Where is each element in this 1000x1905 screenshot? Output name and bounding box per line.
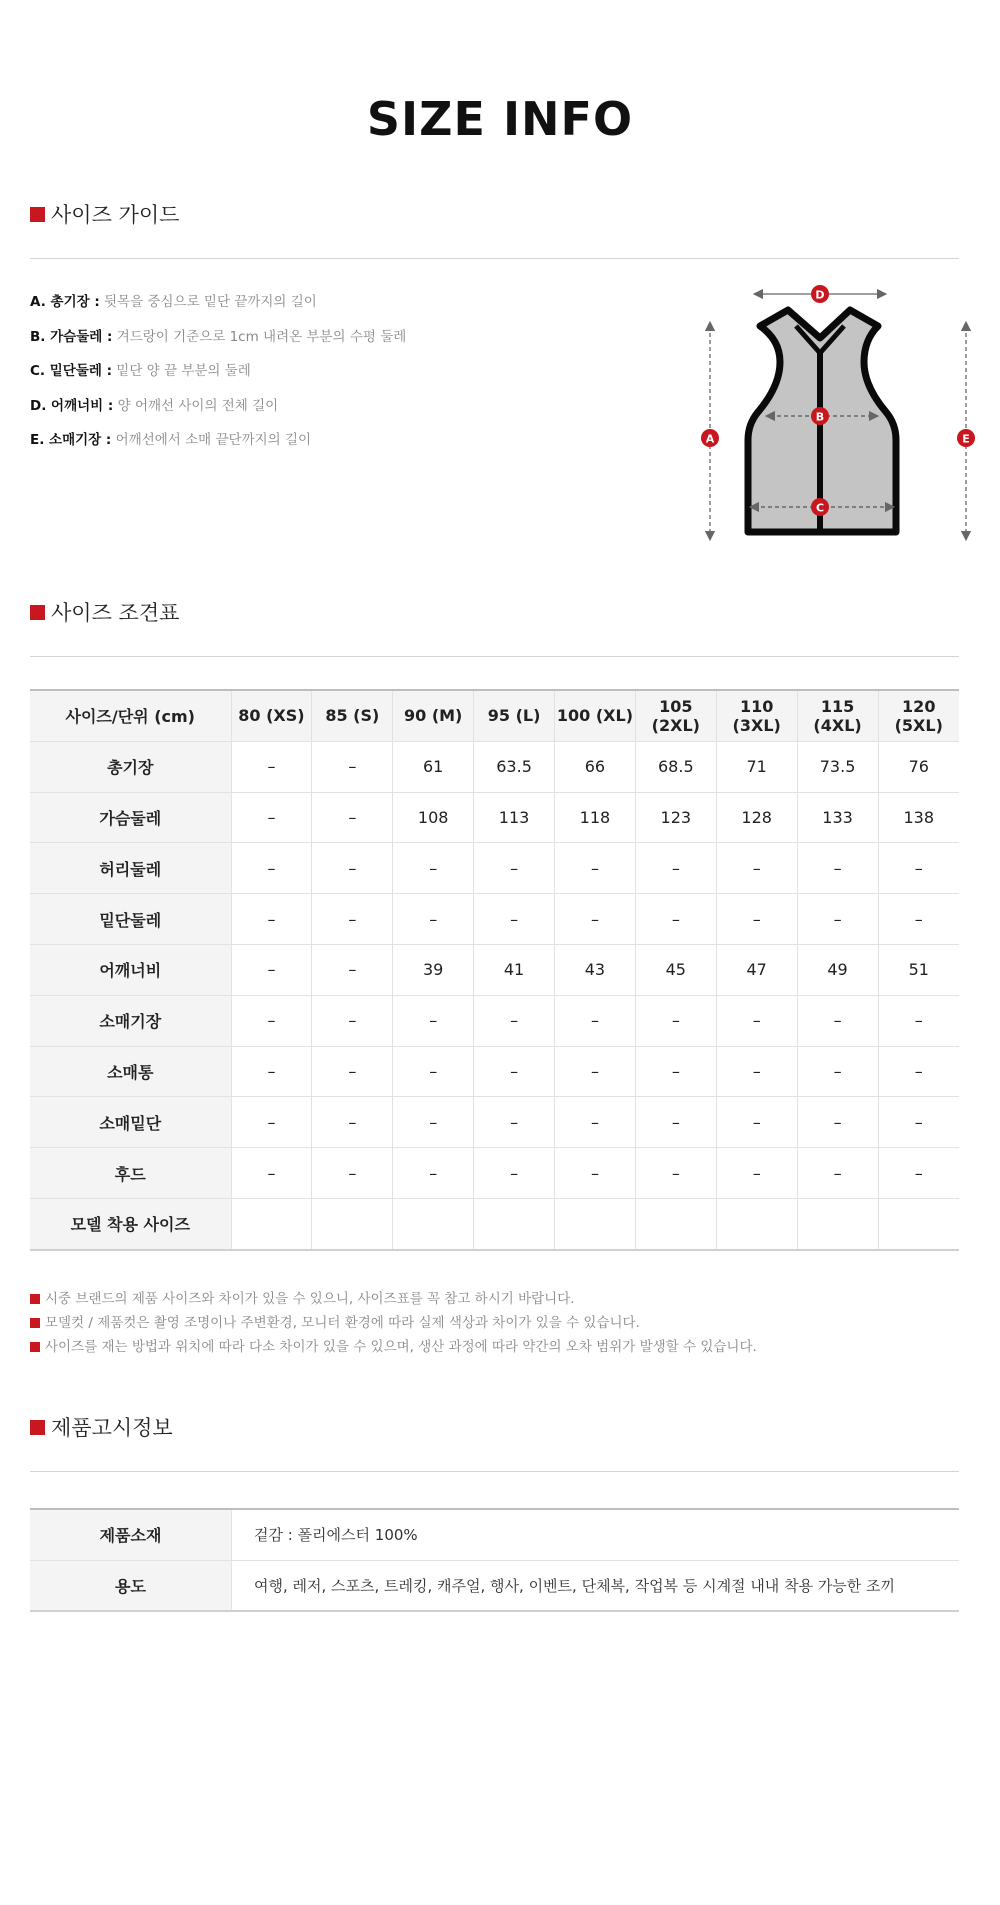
- size-column-header: 90 (M): [393, 690, 474, 741]
- size-cell: –: [312, 741, 393, 792]
- guide-item-key: D. 어깨너비 :: [30, 397, 114, 414]
- size-cell: [474, 1198, 555, 1249]
- size-column-header: 115 (4XL): [797, 690, 878, 741]
- guide-item-desc: 어깨선에서 소매 끝단까지의 길이: [115, 432, 312, 448]
- size-cell: –: [231, 894, 312, 945]
- note-item: [30, 1335, 757, 1359]
- size-cell: –: [716, 1097, 797, 1148]
- size-cell: –: [231, 741, 312, 792]
- size-row-label: 허리둘레: [30, 843, 231, 894]
- size-cell: –: [878, 843, 959, 894]
- red-square-icon: [30, 207, 45, 222]
- size-table-row: [30, 1097, 959, 1148]
- size-cell: 43: [555, 944, 636, 995]
- size-cell: –: [716, 843, 797, 894]
- size-cell: –: [716, 1046, 797, 1097]
- size-cell: –: [878, 995, 959, 1046]
- size-cell: –: [797, 894, 878, 945]
- size-cell: –: [716, 995, 797, 1046]
- size-cell: –: [878, 1148, 959, 1199]
- size-cell: [555, 1198, 636, 1249]
- size-row-label: 총기장: [30, 741, 231, 792]
- size-cell: –: [474, 894, 555, 945]
- section-heading-guide-label: 사이즈 가이드: [51, 203, 180, 227]
- marker-d: [811, 285, 829, 303]
- size-cell: [878, 1198, 959, 1249]
- size-cell: [716, 1198, 797, 1249]
- size-cell: –: [312, 1046, 393, 1097]
- size-cell: [393, 1198, 474, 1249]
- size-cell: 63.5: [474, 741, 555, 792]
- size-cell: –: [555, 1148, 636, 1199]
- size-table: [30, 689, 959, 1251]
- product-info-label: 용도: [30, 1560, 232, 1611]
- size-cell: –: [555, 1046, 636, 1097]
- size-cell: –: [474, 1046, 555, 1097]
- size-row-label: 소매밑단: [30, 1097, 231, 1148]
- size-cell: –: [797, 995, 878, 1046]
- size-cell: –: [393, 843, 474, 894]
- page-title: SIZE INFO: [366, 92, 634, 146]
- size-cell: –: [312, 944, 393, 995]
- size-cell: 133: [797, 792, 878, 843]
- size-table-row: [30, 1198, 959, 1249]
- size-cell: –: [797, 1148, 878, 1199]
- product-info-value: 여행, 레저, 스포츠, 트레킹, 캐주얼, 행사, 이벤트, 단체복, 작업복 등 시계절 내내 착용 가능한 조끼: [232, 1560, 960, 1611]
- note-text: 시중 브랜드의 제품 사이즈와 차이가 있을 수 있으니, 사이즈표를 꼭 참고 하시기 바랍니다.: [45, 1291, 575, 1307]
- size-cell: –: [474, 995, 555, 1046]
- size-row-label: 가슴둘레: [30, 792, 231, 843]
- size-cell: 41: [474, 944, 555, 995]
- size-cell: –: [555, 1097, 636, 1148]
- size-guide-list: [30, 292, 670, 465]
- red-square-icon: [30, 1420, 45, 1435]
- size-cell: –: [474, 1097, 555, 1148]
- red-square-icon: [30, 1342, 40, 1352]
- divider: [30, 258, 959, 259]
- size-row-label: 밑단둘레: [30, 894, 231, 945]
- product-info-row: [30, 1509, 959, 1560]
- size-table-row: [30, 1148, 959, 1199]
- size-cell: –: [231, 1097, 312, 1148]
- size-cell: 138: [878, 792, 959, 843]
- size-cell: 71: [716, 741, 797, 792]
- size-column-header: 100 (XL): [555, 690, 636, 741]
- size-cell: –: [555, 894, 636, 945]
- vest-diagram: [690, 278, 980, 548]
- size-column-header: 80 (XS): [231, 690, 312, 741]
- guide-item-b: [30, 327, 670, 362]
- size-cell: 118: [555, 792, 636, 843]
- product-info-label: 제품소재: [30, 1509, 232, 1560]
- guide-item-key: B. 가슴둘레 :: [30, 328, 113, 345]
- size-cell: –: [312, 843, 393, 894]
- size-cell: –: [635, 843, 716, 894]
- size-cell: –: [393, 1046, 474, 1097]
- guide-item-key: A. 총기장 :: [30, 294, 100, 310]
- marker-b: [811, 407, 829, 425]
- marker-e-label: E: [962, 432, 970, 446]
- size-cell: [312, 1198, 393, 1249]
- note-text: 모델컷 / 제품컷은 촬영 조명이나 주변환경, 모니터 환경에 따라 실제 색상과 차이가 있을 수 있습니다.: [45, 1315, 640, 1331]
- section-heading-guide: [30, 199, 179, 229]
- size-table-row: [30, 843, 959, 894]
- section-heading-info-label: 제품고시정보: [51, 1416, 173, 1440]
- marker-d-label: D: [815, 288, 825, 302]
- marker-a: [701, 429, 719, 447]
- size-cell: –: [474, 1148, 555, 1199]
- section-heading-info: [30, 1412, 173, 1442]
- size-cell: –: [231, 995, 312, 1046]
- size-cell: 73.5: [797, 741, 878, 792]
- size-table-header-row: [30, 690, 959, 741]
- size-cell: 51: [878, 944, 959, 995]
- size-table-row: [30, 741, 959, 792]
- size-cell: –: [797, 1097, 878, 1148]
- size-cell: –: [797, 1046, 878, 1097]
- size-cell: –: [312, 894, 393, 945]
- size-cell: 128: [716, 792, 797, 843]
- size-cell: 123: [635, 792, 716, 843]
- red-square-icon: [30, 1318, 40, 1328]
- size-cell: –: [635, 1097, 716, 1148]
- size-cell: –: [716, 1148, 797, 1199]
- size-cell: –: [231, 843, 312, 894]
- size-cell: [797, 1198, 878, 1249]
- size-cell: –: [393, 1148, 474, 1199]
- size-column-header: 110 (3XL): [716, 690, 797, 741]
- size-table-row: [30, 1046, 959, 1097]
- size-row-label: 모델 착용 사이즈: [30, 1198, 231, 1249]
- size-row-label: 소매통: [30, 1046, 231, 1097]
- size-column-header: 120 (5XL): [878, 690, 959, 741]
- size-cell: –: [555, 843, 636, 894]
- red-square-icon: [30, 1294, 40, 1304]
- marker-a-label: A: [705, 432, 715, 446]
- guide-item-key: C. 밑단둘레 :: [30, 363, 112, 379]
- size-cell: –: [635, 1046, 716, 1097]
- size-cell: –: [393, 894, 474, 945]
- size-table-row: [30, 792, 959, 843]
- size-cell: 108: [393, 792, 474, 843]
- divider: [30, 1471, 959, 1472]
- size-cell: 45: [635, 944, 716, 995]
- guide-item-desc: 겨드랑이 기준으로 1cm 내려온 부분의 수평 둘레: [116, 328, 407, 345]
- size-cell: –: [231, 944, 312, 995]
- note-item: [30, 1311, 757, 1335]
- size-cell: 39: [393, 944, 474, 995]
- size-cell: [635, 1198, 716, 1249]
- marker-b-label: B: [815, 410, 825, 424]
- product-info-value: 겉감 : 폴리에스터 100%: [232, 1509, 960, 1560]
- note-text: 사이즈를 재는 방법과 위치에 따라 다소 차이가 있을 수 있으며, 생산 과정에 따라 약간의 오차 범위가 발생할 수 있습니다.: [45, 1339, 757, 1355]
- marker-c-label: C: [815, 501, 825, 515]
- size-cell: –: [878, 1046, 959, 1097]
- notes-list: [30, 1287, 757, 1359]
- size-cell: [231, 1198, 312, 1249]
- size-cell: –: [231, 792, 312, 843]
- size-table-corner: 사이즈/단위 (cm): [30, 690, 231, 741]
- size-cell: –: [312, 792, 393, 843]
- size-table-row: [30, 894, 959, 945]
- size-cell: –: [635, 894, 716, 945]
- size-cell: 47: [716, 944, 797, 995]
- guide-item-a: [30, 292, 670, 327]
- size-cell: –: [878, 894, 959, 945]
- size-table-row: [30, 995, 959, 1046]
- size-cell: 49: [797, 944, 878, 995]
- red-square-icon: [30, 605, 45, 620]
- product-info-row: [30, 1560, 959, 1611]
- section-heading-table-label: 사이즈 조견표: [51, 601, 180, 625]
- guide-item-desc: 양 어깨선 사이의 전체 길이: [117, 397, 279, 414]
- note-item: [30, 1287, 757, 1311]
- size-cell: 68.5: [635, 741, 716, 792]
- size-cell: –: [635, 995, 716, 1046]
- size-cell: –: [635, 1148, 716, 1199]
- marker-c: [811, 498, 829, 516]
- size-cell: –: [393, 995, 474, 1046]
- product-info-table: [30, 1508, 959, 1612]
- section-heading-table: [30, 597, 179, 627]
- guide-item-key: E. 소매기장 :: [30, 432, 112, 448]
- size-cell: –: [716, 894, 797, 945]
- size-column-header: 85 (S): [312, 690, 393, 741]
- size-cell: 61: [393, 741, 474, 792]
- guide-item-e: [30, 430, 670, 465]
- size-cell: –: [555, 995, 636, 1046]
- guide-item-desc: 밑단 양 끝 부분의 둘레: [116, 363, 251, 379]
- size-cell: –: [474, 843, 555, 894]
- size-cell: –: [312, 1097, 393, 1148]
- size-row-label: 소매기장: [30, 995, 231, 1046]
- size-table-row: [30, 944, 959, 995]
- size-cell: –: [878, 1097, 959, 1148]
- size-cell: 76: [878, 741, 959, 792]
- marker-e: [957, 429, 975, 447]
- size-row-label: 후드: [30, 1148, 231, 1199]
- size-cell: –: [312, 995, 393, 1046]
- size-column-header: 95 (L): [474, 690, 555, 741]
- size-cell: 113: [474, 792, 555, 843]
- guide-item-desc: 뒷목을 중심으로 밑단 끝까지의 길이: [104, 294, 317, 310]
- size-cell: –: [312, 1148, 393, 1199]
- divider: [30, 656, 959, 657]
- size-cell: –: [231, 1148, 312, 1199]
- size-cell: 66: [555, 741, 636, 792]
- size-row-label: 어깨너비: [30, 944, 231, 995]
- size-cell: –: [231, 1046, 312, 1097]
- guide-item-c: [30, 361, 670, 396]
- guide-item-d: [30, 396, 670, 431]
- size-cell: –: [393, 1097, 474, 1148]
- size-column-header: 105 (2XL): [635, 690, 716, 741]
- size-cell: –: [797, 843, 878, 894]
